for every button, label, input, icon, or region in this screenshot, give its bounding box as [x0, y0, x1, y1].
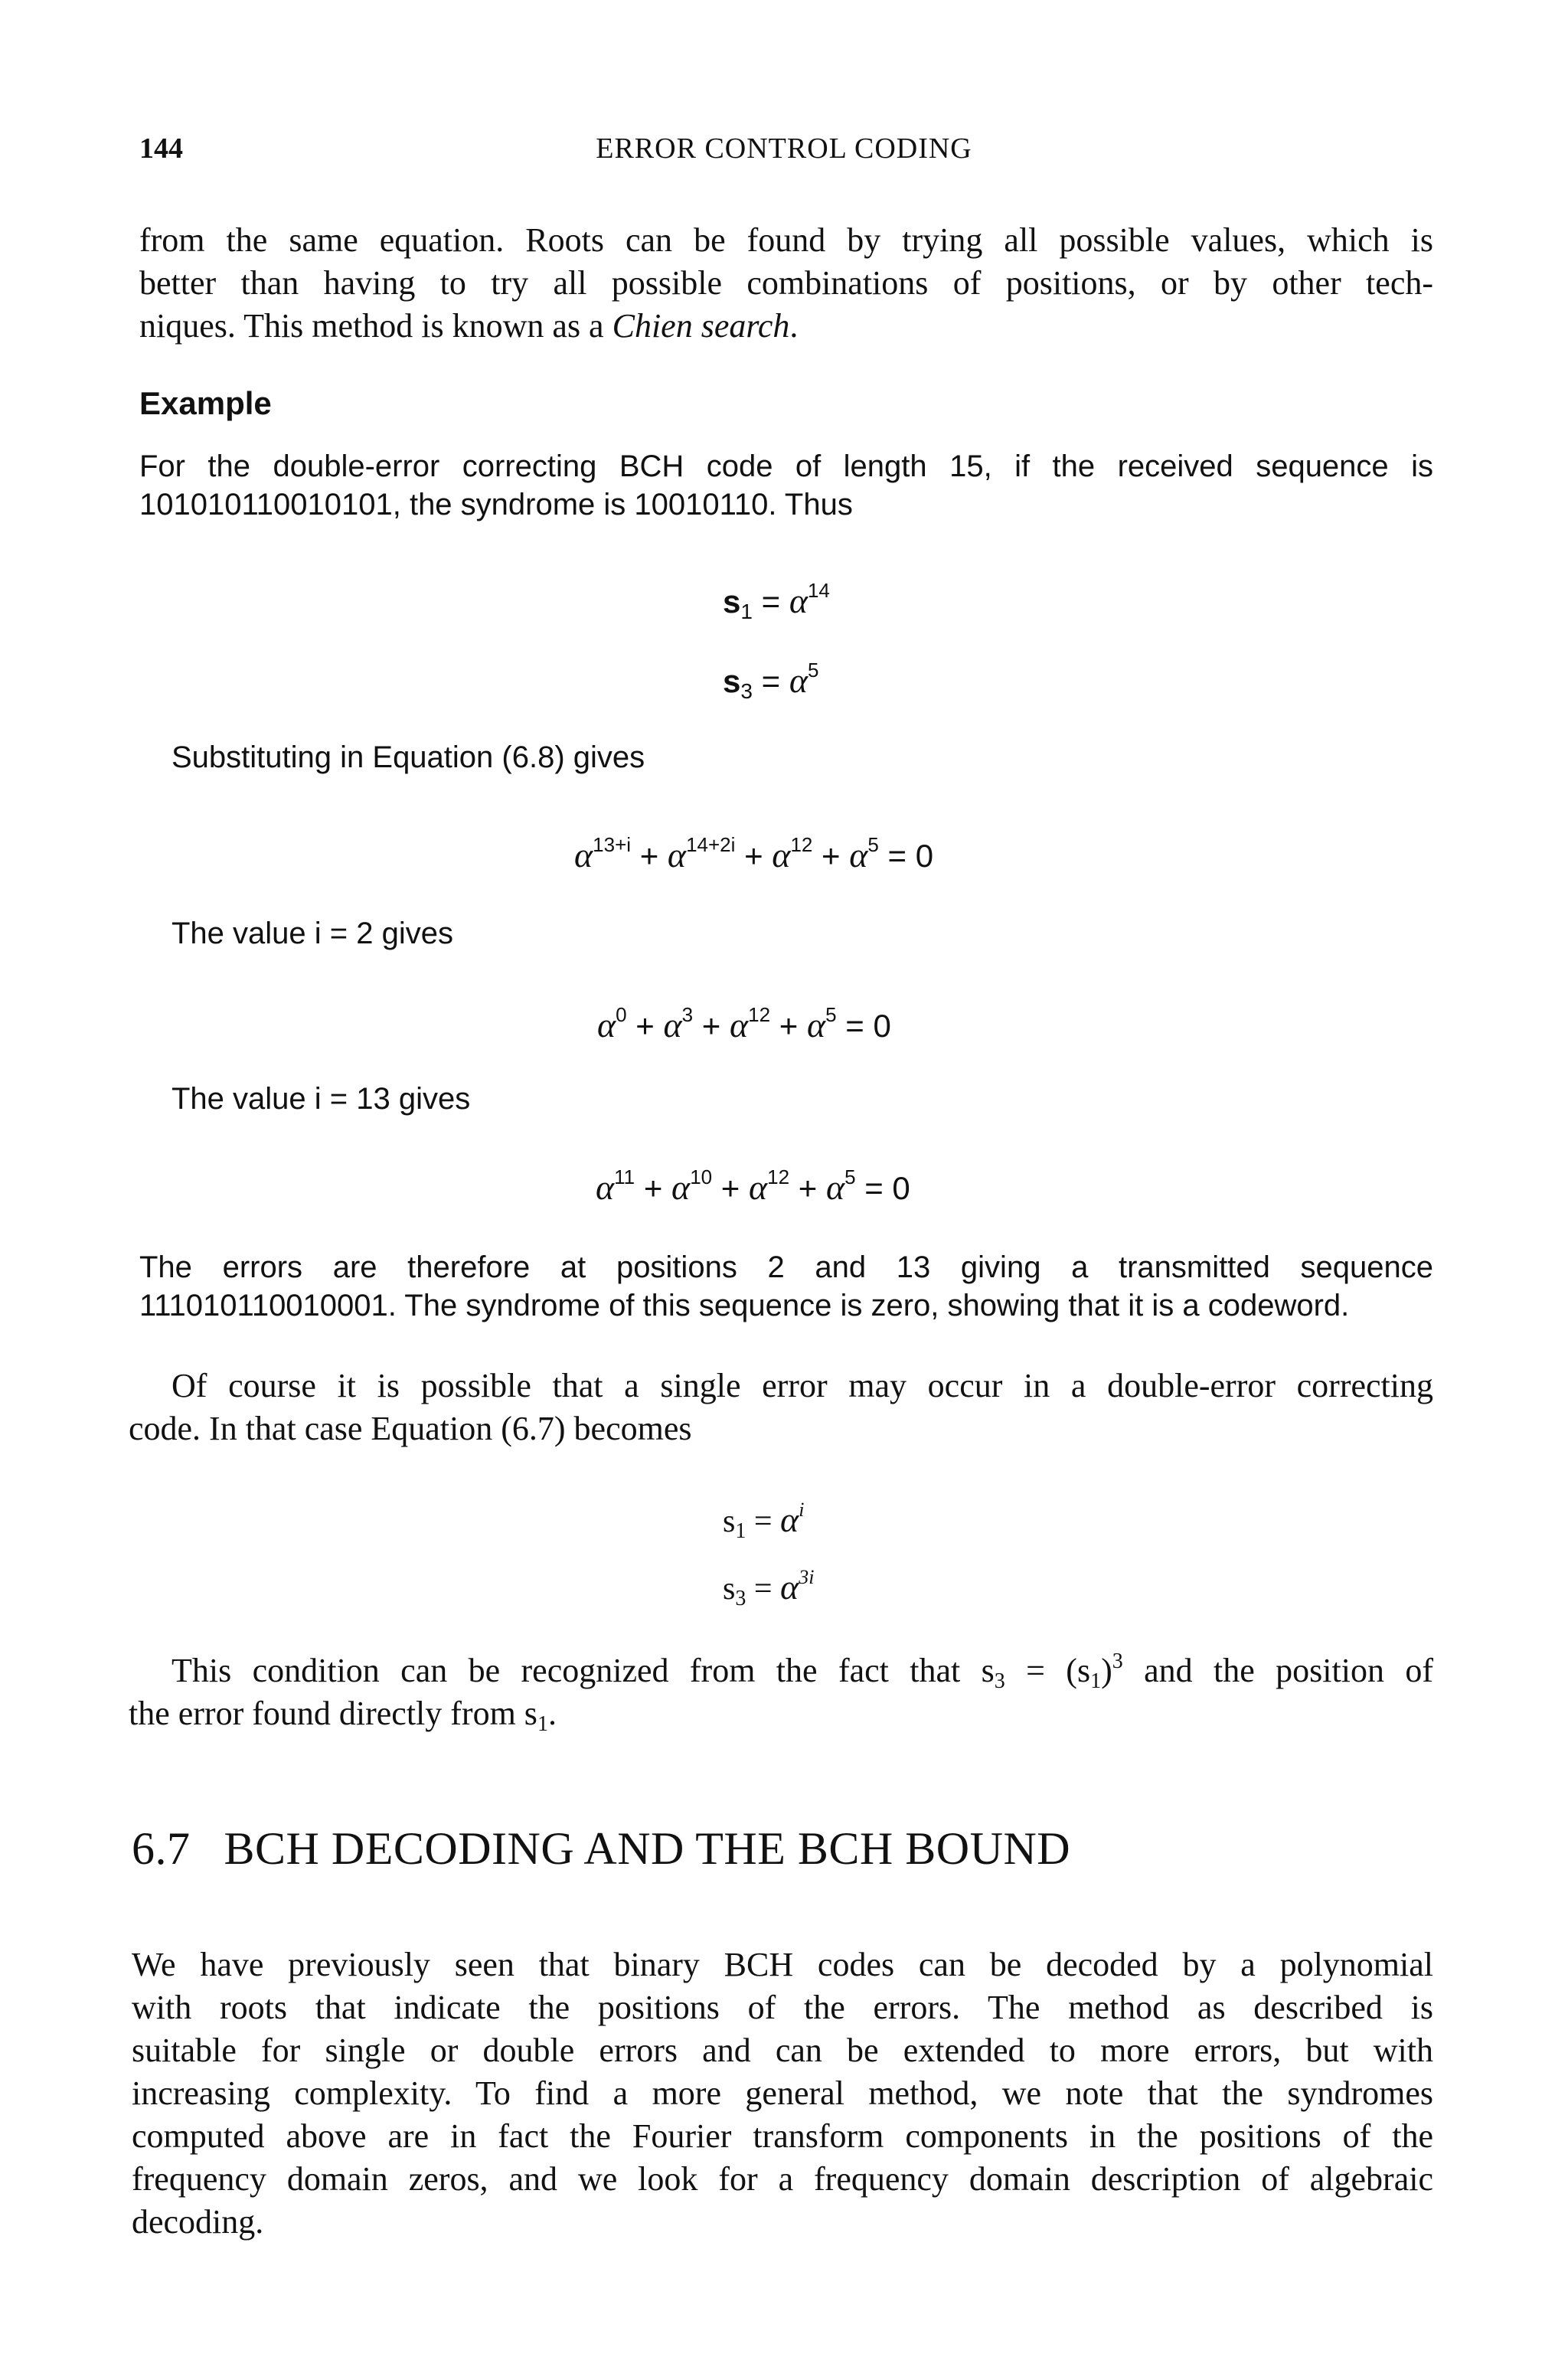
alpha-symbol: α: [597, 1005, 616, 1044]
text-line: [129, 1649, 1433, 1692]
equals-sign: =: [753, 1571, 781, 1607]
exponent: 3i: [799, 1566, 815, 1588]
alpha-symbol: α: [780, 1567, 799, 1607]
equals-sign: =: [761, 663, 789, 699]
alpha-symbol: α: [825, 1168, 845, 1207]
substituting-text: Substituting in Equation (6.8) gives: [172, 740, 645, 774]
exponent: 3: [681, 1003, 694, 1026]
plus-sign: +: [789, 1170, 826, 1206]
text-line: We have previously seen that binary BCH codes can be decoded by a polynomial: [132, 1946, 1433, 1983]
exponent: 11: [614, 1165, 635, 1188]
text-line: [129, 1692, 1433, 1735]
subscript: 3: [735, 1587, 746, 1610]
subscript: 3: [740, 679, 753, 703]
exponent: 12: [790, 833, 813, 856]
exponent: 5: [807, 659, 819, 682]
section-title: BCH DECODING AND THE BCH BOUND: [224, 1823, 1071, 1874]
value-i2-text: The value i = 2 gives: [172, 917, 453, 950]
alpha-symbol: α: [806, 1005, 826, 1044]
alpha-symbol: α: [574, 835, 593, 874]
condition-paragraph: [129, 1649, 1433, 1735]
text-line: decoding.: [132, 2203, 264, 2241]
exponent: 5: [867, 833, 879, 856]
equals-zero: = 0: [855, 1170, 910, 1206]
symbol-s: s: [723, 663, 741, 699]
alpha-symbol: α: [780, 1500, 799, 1539]
text-line: from the same equation. Roots can be found by trying all possible values, which is: [139, 221, 1433, 259]
subscript: 1: [735, 1519, 746, 1543]
text-fragment: ): [1101, 1652, 1112, 1689]
equals-sign: =: [753, 1504, 781, 1539]
subscript: 3: [994, 1669, 1005, 1693]
exponent: 5: [825, 1003, 837, 1026]
symbol-s: s: [723, 1504, 736, 1539]
exponent: 10: [690, 1165, 713, 1188]
plus-sign: +: [735, 838, 773, 874]
subscript: 1: [1090, 1669, 1102, 1693]
exponent: i: [799, 1499, 805, 1521]
text-fragment: and the position of: [1122, 1652, 1433, 1689]
symbol-s: s: [723, 1571, 736, 1607]
text-line: Of course it is possible that a single error may occur in a double-error correcting: [172, 1367, 1433, 1404]
exponent: 12: [748, 1003, 771, 1026]
text-fragment: the error found directly from s: [129, 1695, 537, 1732]
text-fragment: .: [789, 307, 799, 345]
plus-sign: +: [635, 1170, 672, 1206]
conclusion-paragraph: [139, 1248, 1433, 1325]
subscript: 1: [537, 1712, 548, 1736]
alpha-symbol: α: [849, 835, 868, 874]
example-heading: Example: [139, 385, 272, 421]
alpha-symbol: α: [663, 1005, 682, 1044]
alpha-symbol: α: [789, 661, 808, 700]
plus-sign: +: [712, 1170, 749, 1206]
text-line: For the double-error correcting BCH code of length 15, if the received sequence is: [139, 449, 1433, 483]
text-line: [139, 305, 1433, 348]
intro-paragraph: [139, 219, 1433, 348]
exponent: 3: [1112, 1649, 1123, 1673]
text-line: The errors are therefore at positions 2 and 13 giving a transmitted sequence: [139, 1250, 1433, 1284]
subscript: 1: [740, 600, 753, 623]
equals-zero: = 0: [878, 838, 934, 874]
text-fragment: .: [547, 1695, 557, 1732]
text-line: 101010110010101, the syndrome is 10010110. Thus: [139, 488, 853, 521]
text-fragment: This condition can be recognized from the fact that s: [172, 1652, 995, 1689]
exponent: 5: [844, 1165, 856, 1188]
page-number: 144: [139, 132, 183, 165]
symbol-s: s: [723, 584, 741, 619]
exponent: 0: [616, 1003, 627, 1026]
running-title: ERROR CONTROL CODING: [596, 132, 972, 165]
equation-i13: [596, 1167, 910, 1208]
plus-sign: +: [626, 1008, 664, 1044]
exponent: 14: [807, 579, 830, 602]
text-line: code. In that case Equation (6.7) becomes: [129, 1410, 692, 1447]
text-line: frequency domain zeros, and we look for a frequency domain description of algebraic: [132, 2160, 1433, 2198]
exponent: 13+i: [593, 833, 632, 856]
equation-s3: [723, 660, 818, 701]
alpha-symbol: α: [596, 1168, 615, 1207]
alpha-symbol: α: [748, 1168, 768, 1207]
single-error-paragraph: [129, 1365, 1433, 1450]
text-fragment: = (s: [1004, 1652, 1091, 1689]
plus-sign: +: [770, 1008, 807, 1044]
emphasis-term: Chien search: [612, 307, 790, 345]
text-line: increasing complexity. To find a more general method, we note that the syndromes: [132, 2074, 1433, 2112]
section-number: 6.7: [132, 1823, 191, 1874]
text-line: 111010110010001. The syndrome of this sequence is zero, showing that it is a codeword.: [139, 1289, 1350, 1322]
section-heading: [132, 1822, 1070, 1875]
exponent: 12: [767, 1165, 790, 1188]
text-line: computed above are in fact the Fourier transform components in the positions of the: [132, 2117, 1433, 2155]
plus-sign: +: [812, 838, 850, 874]
alpha-symbol: α: [671, 1168, 691, 1207]
exponent: 14+2i: [686, 833, 736, 856]
equation-single-s3: [723, 1566, 815, 1610]
text-line: with roots that indicate the positions of the errors. The method as described is: [132, 1989, 1433, 2026]
value-i13-text: The value i = 13 gives: [172, 1082, 471, 1116]
equals-zero: = 0: [836, 1008, 891, 1044]
equals-sign: =: [761, 584, 789, 619]
section-body-paragraph: [132, 1943, 1433, 2244]
text-line: better than having to try all possible combinations of positions, or by other tech-: [139, 264, 1433, 302]
text-fragment: niques. This method is known as a: [139, 307, 612, 345]
example-paragraph: [139, 447, 1433, 524]
alpha-symbol: α: [667, 835, 687, 874]
equation-single-s1: [723, 1499, 805, 1543]
alpha-symbol: α: [789, 581, 808, 620]
equation-s1: [723, 580, 830, 621]
plus-sign: +: [693, 1008, 730, 1044]
plus-sign: +: [631, 838, 668, 874]
text-line: suitable for single or double errors and can be extended to more errors, but with: [132, 2032, 1433, 2069]
equation-i2: [597, 1005, 891, 1045]
equation-general: [574, 835, 933, 875]
alpha-symbol: α: [730, 1005, 749, 1044]
alpha-symbol: α: [772, 835, 791, 874]
